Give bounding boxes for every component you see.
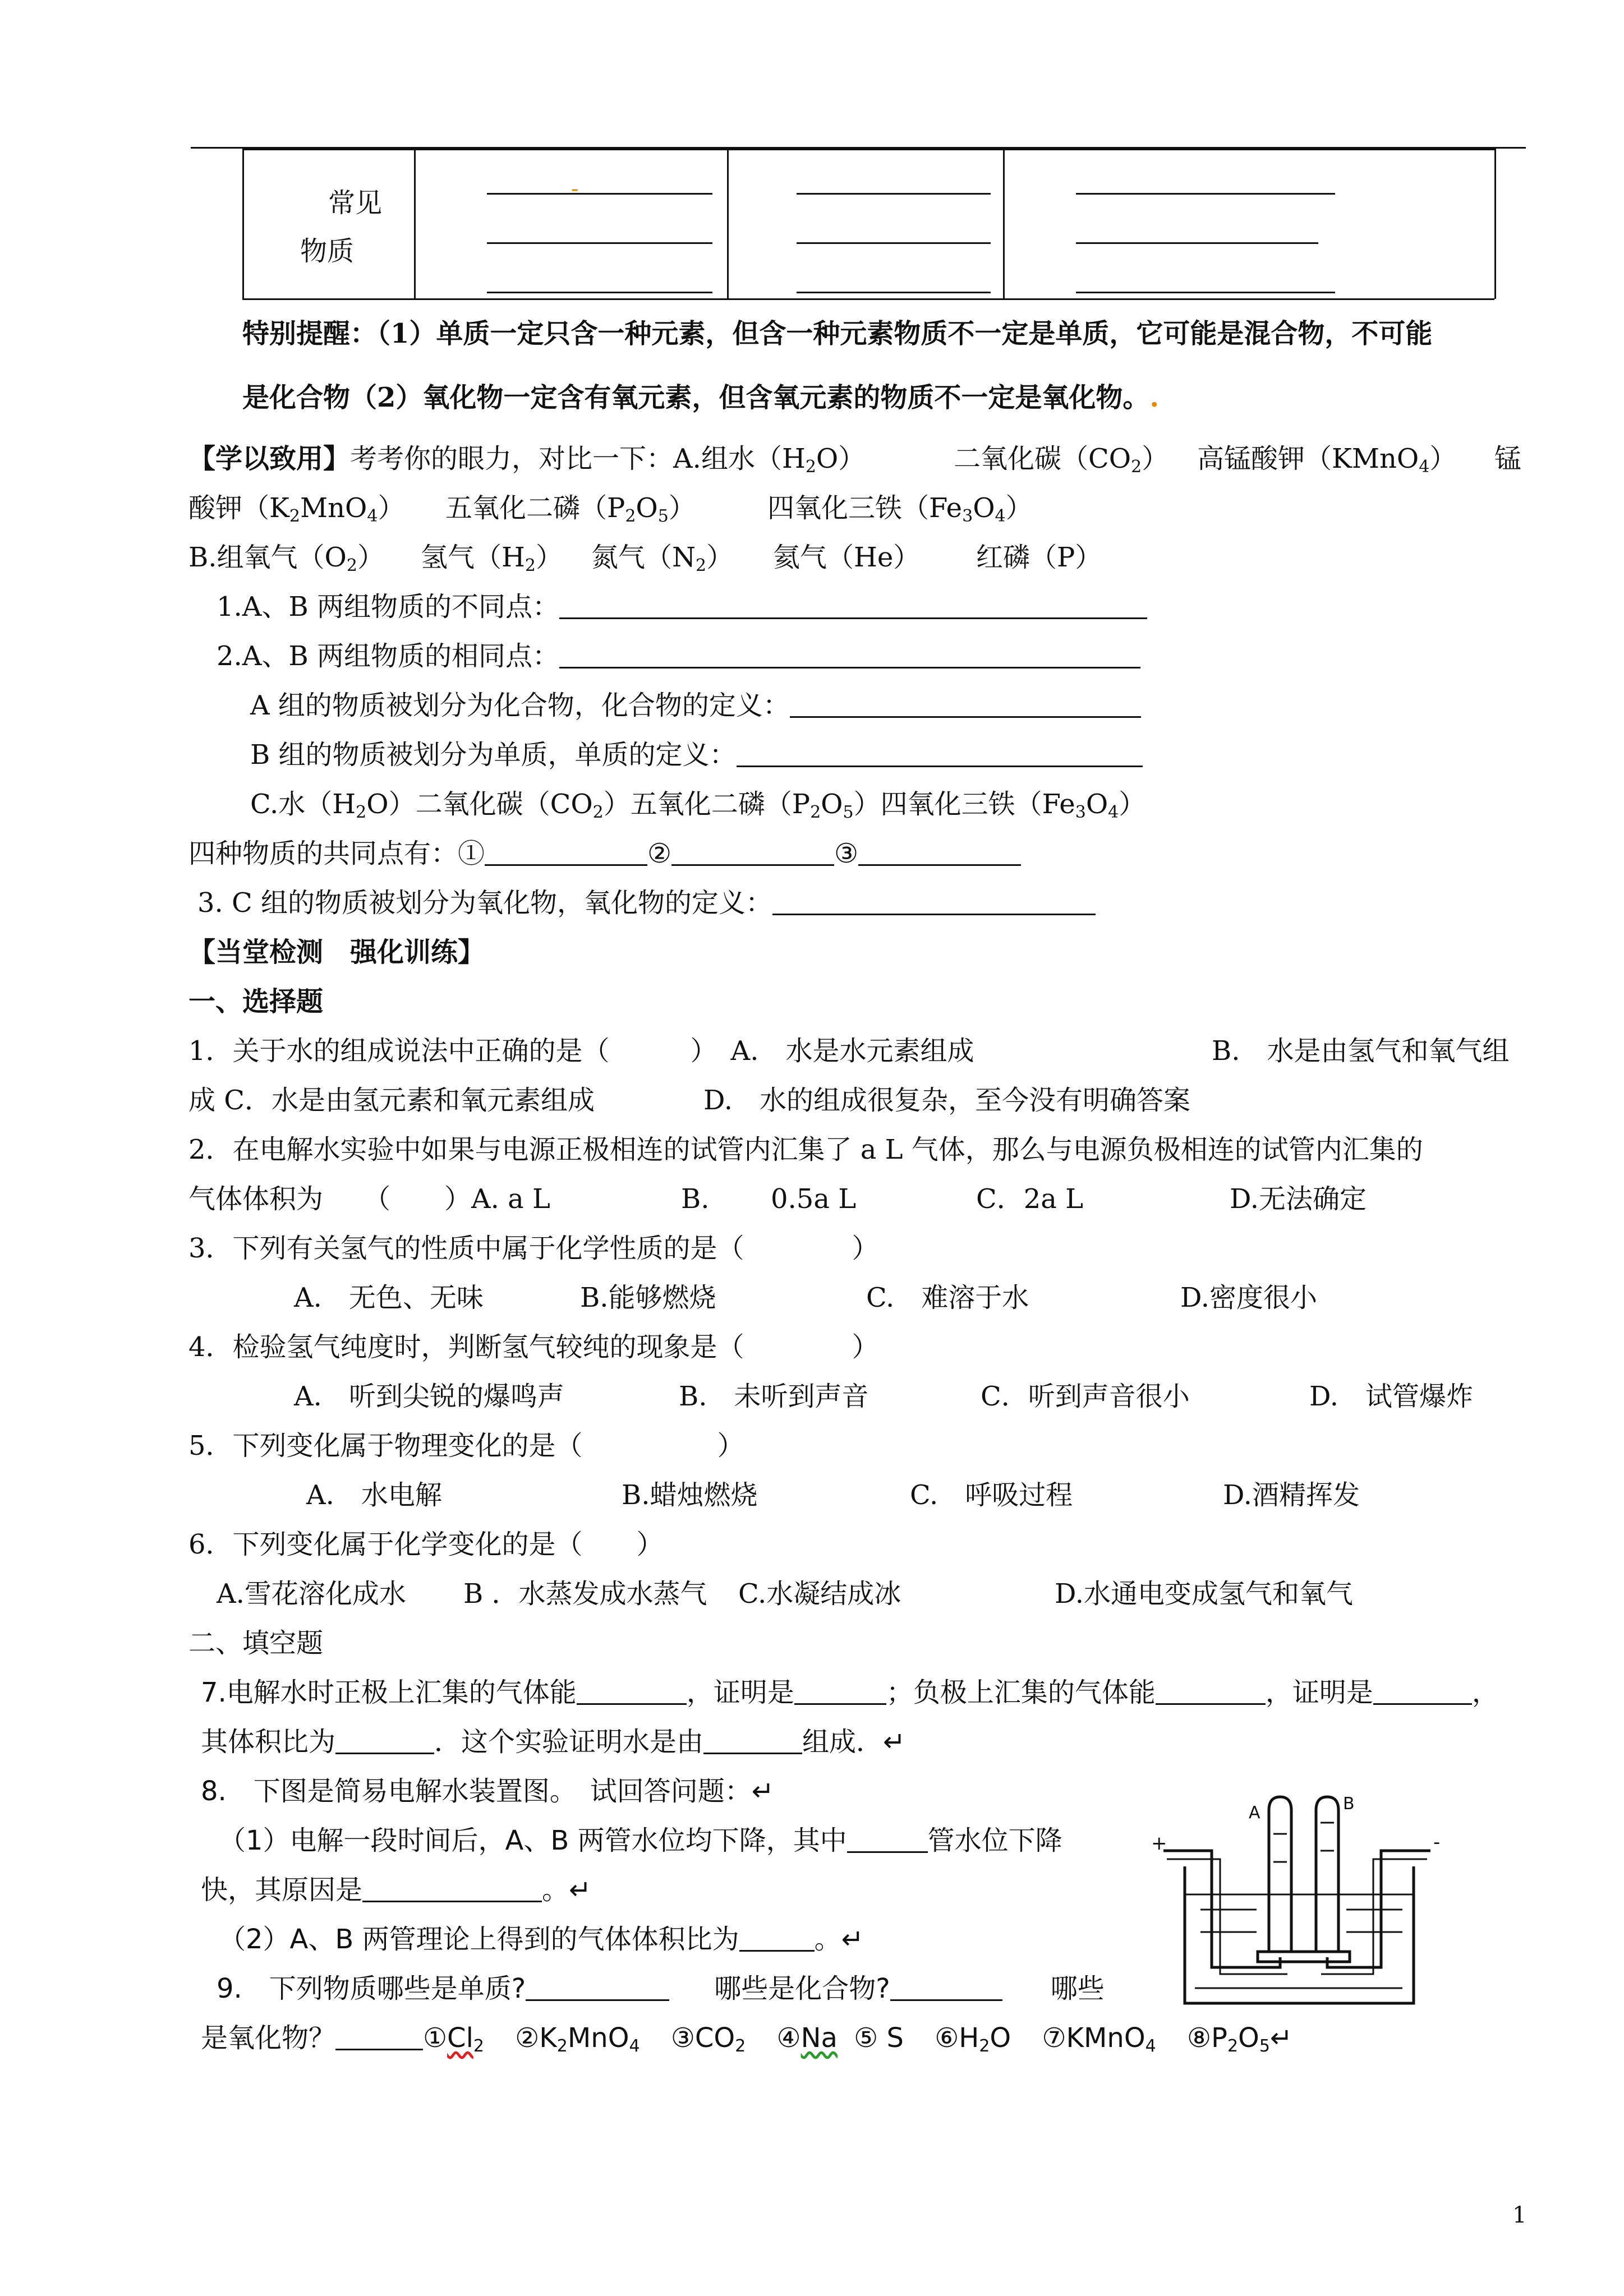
q3-option-a: A. 无色、无味 — [294, 1282, 484, 1313]
q9-line1: 9. 下列物质哪些是单质? 哪些是化合物? 哪些 — [217, 1973, 1105, 2004]
q4-option-c: C．听到声音很小 — [981, 1381, 1190, 1412]
q3-option-d: D.密度很小 — [1180, 1282, 1318, 1313]
q2-option-d: D.无法确定 — [1230, 1183, 1367, 1215]
electrolysis-apparatus-diagram — [1150, 1789, 1442, 2013]
q2-line2: 气体体积为 （ ）A. a L — [188, 1183, 550, 1215]
q1-line1: 1．关于水的组成说法中正确的是（ ） A. 水是水元素组成 — [188, 1035, 974, 1067]
q4-stem: 4．检验氢气纯度时，判断氢气较纯的现象是（ ） — [188, 1331, 879, 1363]
q3-option-b: B.能够燃烧 — [580, 1282, 716, 1313]
page-number: 1 — [1512, 2202, 1527, 2228]
reminder-line2: 是化合物（2）氧化物一定含有氧元素，但含氧元素的物质不一定是氧化物。. — [242, 382, 1160, 413]
q6-option-d: D.水通电变成氢气和氧气 — [1055, 1578, 1354, 1610]
q6-option-b: B ．水蒸发成水蒸气 — [463, 1578, 707, 1610]
xue-c-line: C.水$(H_2O)$二氧化碳$(CO_2)$五氧化二磷$(P_2O_5)$四氧化三铁$(Fe_3O_4)$ — [250, 789, 1146, 822]
xue-n2: 氮气$(N_2)$ — [591, 542, 734, 575]
q4-option-b: B. 未听到声音 — [679, 1381, 869, 1412]
q5-stem: 5．下列变化属于物理变化的是（ ） — [188, 1430, 744, 1461]
q2-option-b-value: 0.5a L — [771, 1183, 857, 1215]
xue-fe3o4: 四氧化三铁$(Fe_3O_4)$ — [767, 492, 1033, 526]
q7-line1: 7.电解水时正极上汇集的气体能 ，证明是 ；负极上汇集的气体能 ，证明是 ， — [201, 1677, 1499, 1708]
q6-option-c: C.水凝结成冰 — [738, 1578, 901, 1610]
xue-line3: B.组氧气$(O_2)$ — [188, 542, 384, 575]
q2-line1: 2．在电解水实验中如果与电源正极相连的试管内汇集了 a L 气体，那么与电源负极相连的试管内汇集的 — [188, 1134, 1423, 1165]
reminder-line1: 特别提醒：（1）单质一定只含一种元素，但含一种元素物质不一定是单质，它可能是混合物，不可能 — [242, 318, 1433, 349]
xue-he: 氦气（He） — [773, 542, 921, 573]
q1-option-d: D. 水的组成很复杂，至今没有明确答案 — [703, 1085, 1191, 1116]
q5-option-b: B.蜡烛燃烧 — [622, 1479, 758, 1511]
q5-option-a: A. 水电解 — [306, 1479, 442, 1511]
negative-terminal-label: - — [1433, 1831, 1441, 1854]
q8-part1-line2: 快，其原因是 。↵ — [201, 1874, 592, 1906]
xue-q1: 1.A、B 两组物质的不同点： — [217, 590, 1147, 624]
q1-line2: 成 C．水是由氢元素和氧元素组成 — [188, 1085, 595, 1116]
xue-q3: 3. C 组的物质被划分为氧化物，氧化物的定义： — [197, 886, 1096, 920]
xue-p2o5: 五氧化二磷$(P_2O_5)$ — [445, 492, 696, 526]
xue-p: 红磷（P） — [976, 542, 1102, 573]
xue-line1: 【学以致用】考考你的眼力，对比一下：A.组水$(H_2O)$ — [188, 443, 866, 477]
table-mark: - — [571, 176, 579, 202]
xue-qb: B 组的物质被划分为单质，单质的定义： — [250, 738, 1143, 772]
xue-qa: A 组的物质被划分为化合物，化合物的定义： — [250, 689, 1141, 722]
q6-stem: 6．下列变化属于化学变化的是（ ） — [188, 1529, 664, 1560]
xue-line2: 酸钾$(K_2MnO_4)$ — [188, 492, 405, 526]
table-label-line2: 物质 — [300, 236, 355, 267]
tube-a-label: A — [1249, 1803, 1260, 1823]
q3-option-c: C. 难溶于水 — [866, 1282, 1029, 1313]
check-title: 【当堂检测 强化训练】 — [188, 937, 485, 968]
q3-stem: 3．下列有关氢气的性质中属于化学性质的是（ ） — [188, 1233, 879, 1264]
section-choice: 一、选择题 — [188, 986, 324, 1017]
q9-line2: 是氧化物？ $①Cl_2$ $②K_2MnO_4$ $③CO_2$ ④Na ⑤ S $⑥H_2O$ ⑦KMnO$_4$ $⑧P_2O_5↵$ — [201, 2022, 1293, 2056]
q1-option-b: B. 水是由氢气和氧气组 — [1212, 1035, 1510, 1067]
q4-option-d: D. 试管爆炸 — [1309, 1381, 1474, 1412]
section-fill: 二、填空题 — [188, 1628, 324, 1659]
table-label-line1: 常见 — [328, 187, 383, 219]
q5-option-c: C. 呼吸过程 — [910, 1479, 1073, 1511]
q8-stem: 8. 下图是简易电解水装置图。 试回答问题：↵ — [201, 1776, 775, 1807]
xue-q2: 2.A、B 两组物质的相同点： — [217, 639, 1140, 673]
q8-part2: （2）A、B 两管理论上得到的气体体积比为 。↵ — [219, 1924, 864, 1955]
tube-b-label: B — [1343, 1794, 1355, 1814]
xue-common: 四种物质的共同点有：① ② ③ — [188, 837, 1021, 870]
q2-option-b: B. — [681, 1183, 710, 1215]
q8-part1: （1）电解一段时间后，A、B 两管水位均下降，其中 管水位下降 — [219, 1825, 1062, 1856]
positive-terminal-label: + — [1151, 1832, 1167, 1855]
xue-kmno4: 高锰酸钾（KMnO$_4$） — [1197, 443, 1457, 477]
q5-option-d: D.酒精挥发 — [1223, 1479, 1360, 1511]
q2-option-c: C．2a L — [976, 1183, 1084, 1215]
xue-co2: 二氧化碳$(CO_2)$ — [954, 443, 1169, 477]
xue-h2: 氢气$(H_2)$ — [421, 542, 563, 575]
q6-option-a: A.雪花溶化成水 — [217, 1578, 406, 1610]
q4-option-a: A. 听到尖锐的爆鸣声 — [294, 1381, 564, 1412]
q7-line2: 其体积比为 ．这个实验证明水是由 组成．↵ — [201, 1726, 906, 1758]
xue-meng: 锰 — [1494, 443, 1522, 474]
